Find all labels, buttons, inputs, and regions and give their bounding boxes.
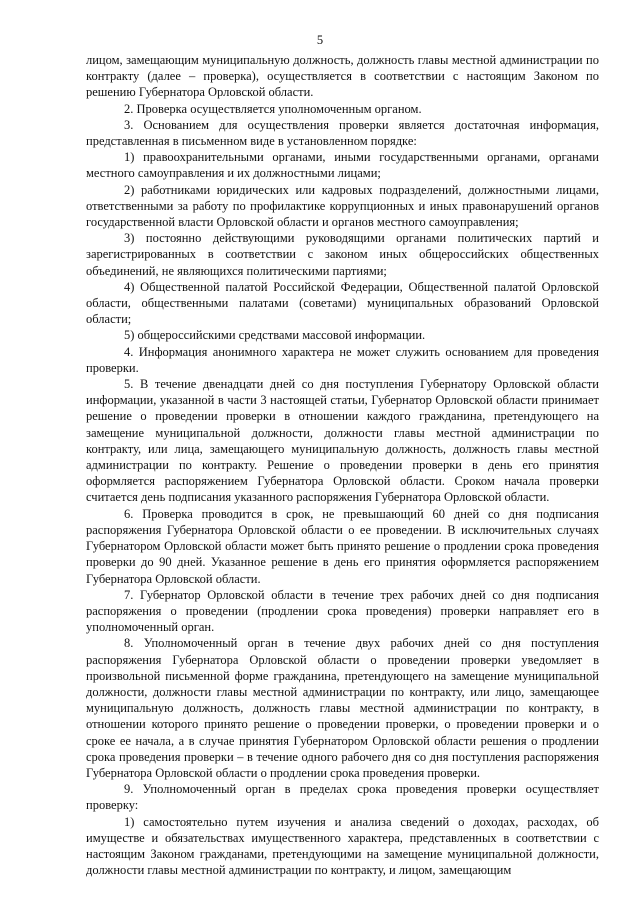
subitem-3-4: 4) Общественной палатой Российской Федерации, Общественной палатой Орловской области, общественными палатами (советами) муниципальных образований Орловской области; (86, 279, 599, 327)
body-text (86, 52, 599, 878)
paragraph-item-2: 2. Проверка осуществляется уполномоченным органом. (124, 101, 422, 116)
subitem-3-3: 3) постоянно действующими руководящими органами политических партий и зарегистрированных в соответствии с законом иных общероссийских общественных объединений, не являющихся политическими партиями; (86, 231, 599, 278)
subitem-3-5: 5) общероссийскими средствами массовой информации. (124, 328, 426, 343)
paragraph-item-8: 8. Уполномоченный орган в течение двух рабочих дней со дня поступления распоряжения Губернатора Орловской области о проведении проверки уведомляет в произвольной письменной форме гражданина, претендующего на замещение муниципальной должности, должности главы местной администрации по контракту, или лицо, замещающее муниципальную должность, должность главы местной администрации по контракту, в отношении которого принято решение о проведении проверки, о проведении проверки и о сроке ее начала, а в случае принятия Губернатором Орловской области решения о продлении срока проведения проверки – в течение одного рабочего дня со дня поступления распоряжения Губернатора Орловской области о продлении срока проведения проверки. (86, 636, 599, 780)
subitem-3-1: 1) правоохранительными органами, иными государственными органами, органами местного самоуправления и их должностными лицами; (86, 150, 599, 181)
subitem-9-1: 1) самостоятельно путем изучения и анализа сведений о доходах, расходах, об имуществе и обязательствах имущественного характера, представленных в соответствии с настоящим Законом гражданами, претендующими на замещение муниципальной должности, должности главы местной администрации по контракту, и лицом, замещающим (86, 814, 599, 878)
paragraph-item-7: 7. Губернатор Орловской области в течение трех рабочих дней со дня подписания распоряжения о проведении (продлении срока проведения) проверки направляет его в уполномоченный орган. (86, 587, 599, 635)
paragraph-item-6: 6. Проверка проводится в срок, не превышающий 60 дней со дня подписания распоряжения Губернатора Орловской области о ее проведении. В исключительных случаях Губернатором Орловской области может быть принято решение о продлении срока проведения проверки до 90 дней. Указанное решение в день его принятия оформляется распоряжением Губернатора Орловской области. (86, 506, 599, 586)
paragraph-continuation: лицом, замещающим муниципальную должность, должность главы местной администрации по контракту (далее – проверка), осуществляется в соответствии с настоящим Законом по решению Губернатора Орловской области. (86, 53, 599, 100)
paragraph-item-5: 5. В течение двенадцати дней со дня поступления Губернатору Орловской области информации, указанной в части 3 настоящей статьи, Губернатор Орловской области принимает решение о проведении проверки в отношении каждого гражданина, претендующего на замещение муниципальной должности, должности главы местной администрации по контракту, или лица, замещающего муниципальную должность, должность главы местной администрации по контракту. Решение о проведении проверки в день его принятия оформляется распоряжением Губернатора Орловской области. Сроком начала проверки считается день подписания указанного распоряжения Губернатора Орловской области. (86, 377, 599, 505)
subitem-3-2: 2) работниками юридических или кадровых подразделений, должностными лицами, ответственными за работу по профилактике коррупционных и иных правонарушений органов государственной власти Орловской области и органов местного самоуправления; (86, 182, 599, 230)
paragraph-item-3: 3. Основанием для осуществления проверки является достаточная информация, представленная в письменном виде в установленном порядке: (86, 117, 599, 149)
page-number: 5 (316, 33, 324, 47)
paragraph-item-9: 9. Уполномоченный орган в пределах срока проведения проверки осуществляет проверку: (86, 782, 599, 813)
paragraph-item-4: 4. Информация анонимного характера не может служить основанием для проведения проверки. (86, 344, 599, 375)
